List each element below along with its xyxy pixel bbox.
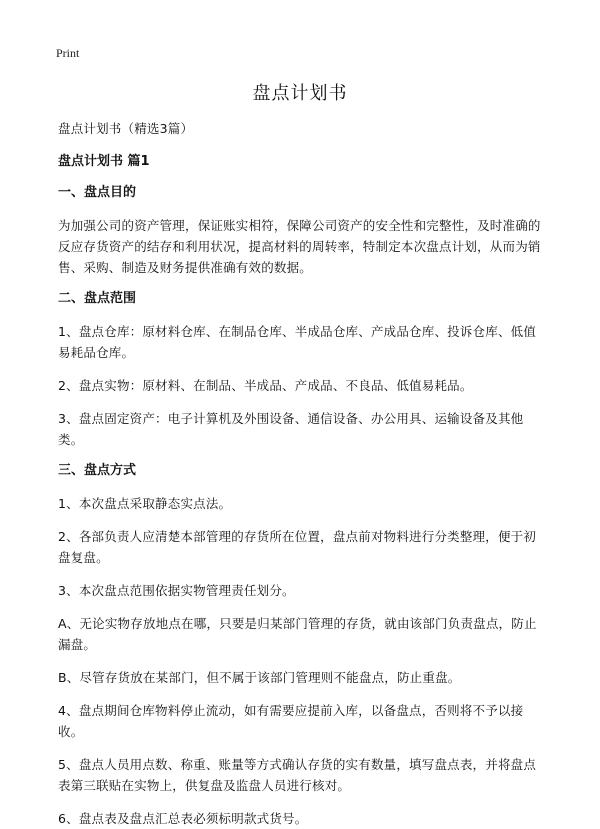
method-item: 5、盘点人员用点数、称重、账量等方式确认存货的实有数量，填写盘点表，并将盘点表第三联贴在实物上，供复盘及监盘人员进行核对。	[58, 757, 537, 793]
section-heading-method: 三、盘点方式	[58, 463, 137, 478]
document-title: 盘点计划书	[252, 83, 348, 104]
method-item: B、尽管存货放在某部门，但不属于该部门管理则不能盘点，防止重盘。	[58, 670, 461, 685]
section-purpose-text: 为加强公司的资产管理，保证账实相符，保障公司资产的安全性和完整性，及时准确的反应存货资产的结存和利用状况，提高材料的周转率，特制定本次盘点计划，从而为销售、采购、制造及财务提供准确有效的数据。	[58, 218, 541, 275]
document-subtitle: 盘点计划书（精选3篇）	[58, 121, 194, 136]
method-item: 6、盘点表及盘点汇总表必须标明款式货号。	[58, 811, 308, 826]
section-heading-purpose: 一、盘点目的	[58, 185, 137, 200]
method-item: 3、本次盘点范围依据实物管理责任划分。	[58, 583, 295, 598]
section-heading-scope: 二、盘点范围	[58, 291, 137, 306]
document-content	[58, 118, 546, 829]
method-item: 1、本次盘点采取静态实点法。	[58, 496, 232, 511]
method-item: 2、各部负责人应清楚本部管理的存货所在位置，盘点前对物料进行分类整理，便于初盘复盘。	[58, 529, 537, 565]
method-item: 4、盘点期间仓库物料停止流动，如有需要应提前入库，以备盘点，否则将不予以接收。	[58, 703, 524, 739]
print-link[interactable]: Print	[56, 46, 80, 60]
scope-item: 3、盘点固定资产：电子计算机及外围设备、通信设备、办公用具、运输设备及其他类。	[58, 411, 524, 447]
method-item: A、无论实物存放地点在哪，只要是归某部门管理的存货，就由该部门负责盘点，防止漏盘。	[58, 616, 537, 652]
article-heading: 盘点计划书 篇1	[58, 154, 150, 169]
scope-item: 1、盘点仓库：原材料仓库、在制品仓库、半成品仓库、产成品仓库、投诉仓库、低值易耗品仓库。	[58, 324, 537, 360]
scope-item: 2、盘点实物：原材料、在制品、半成品、产成品、不良品、低值易耗品。	[58, 378, 473, 393]
